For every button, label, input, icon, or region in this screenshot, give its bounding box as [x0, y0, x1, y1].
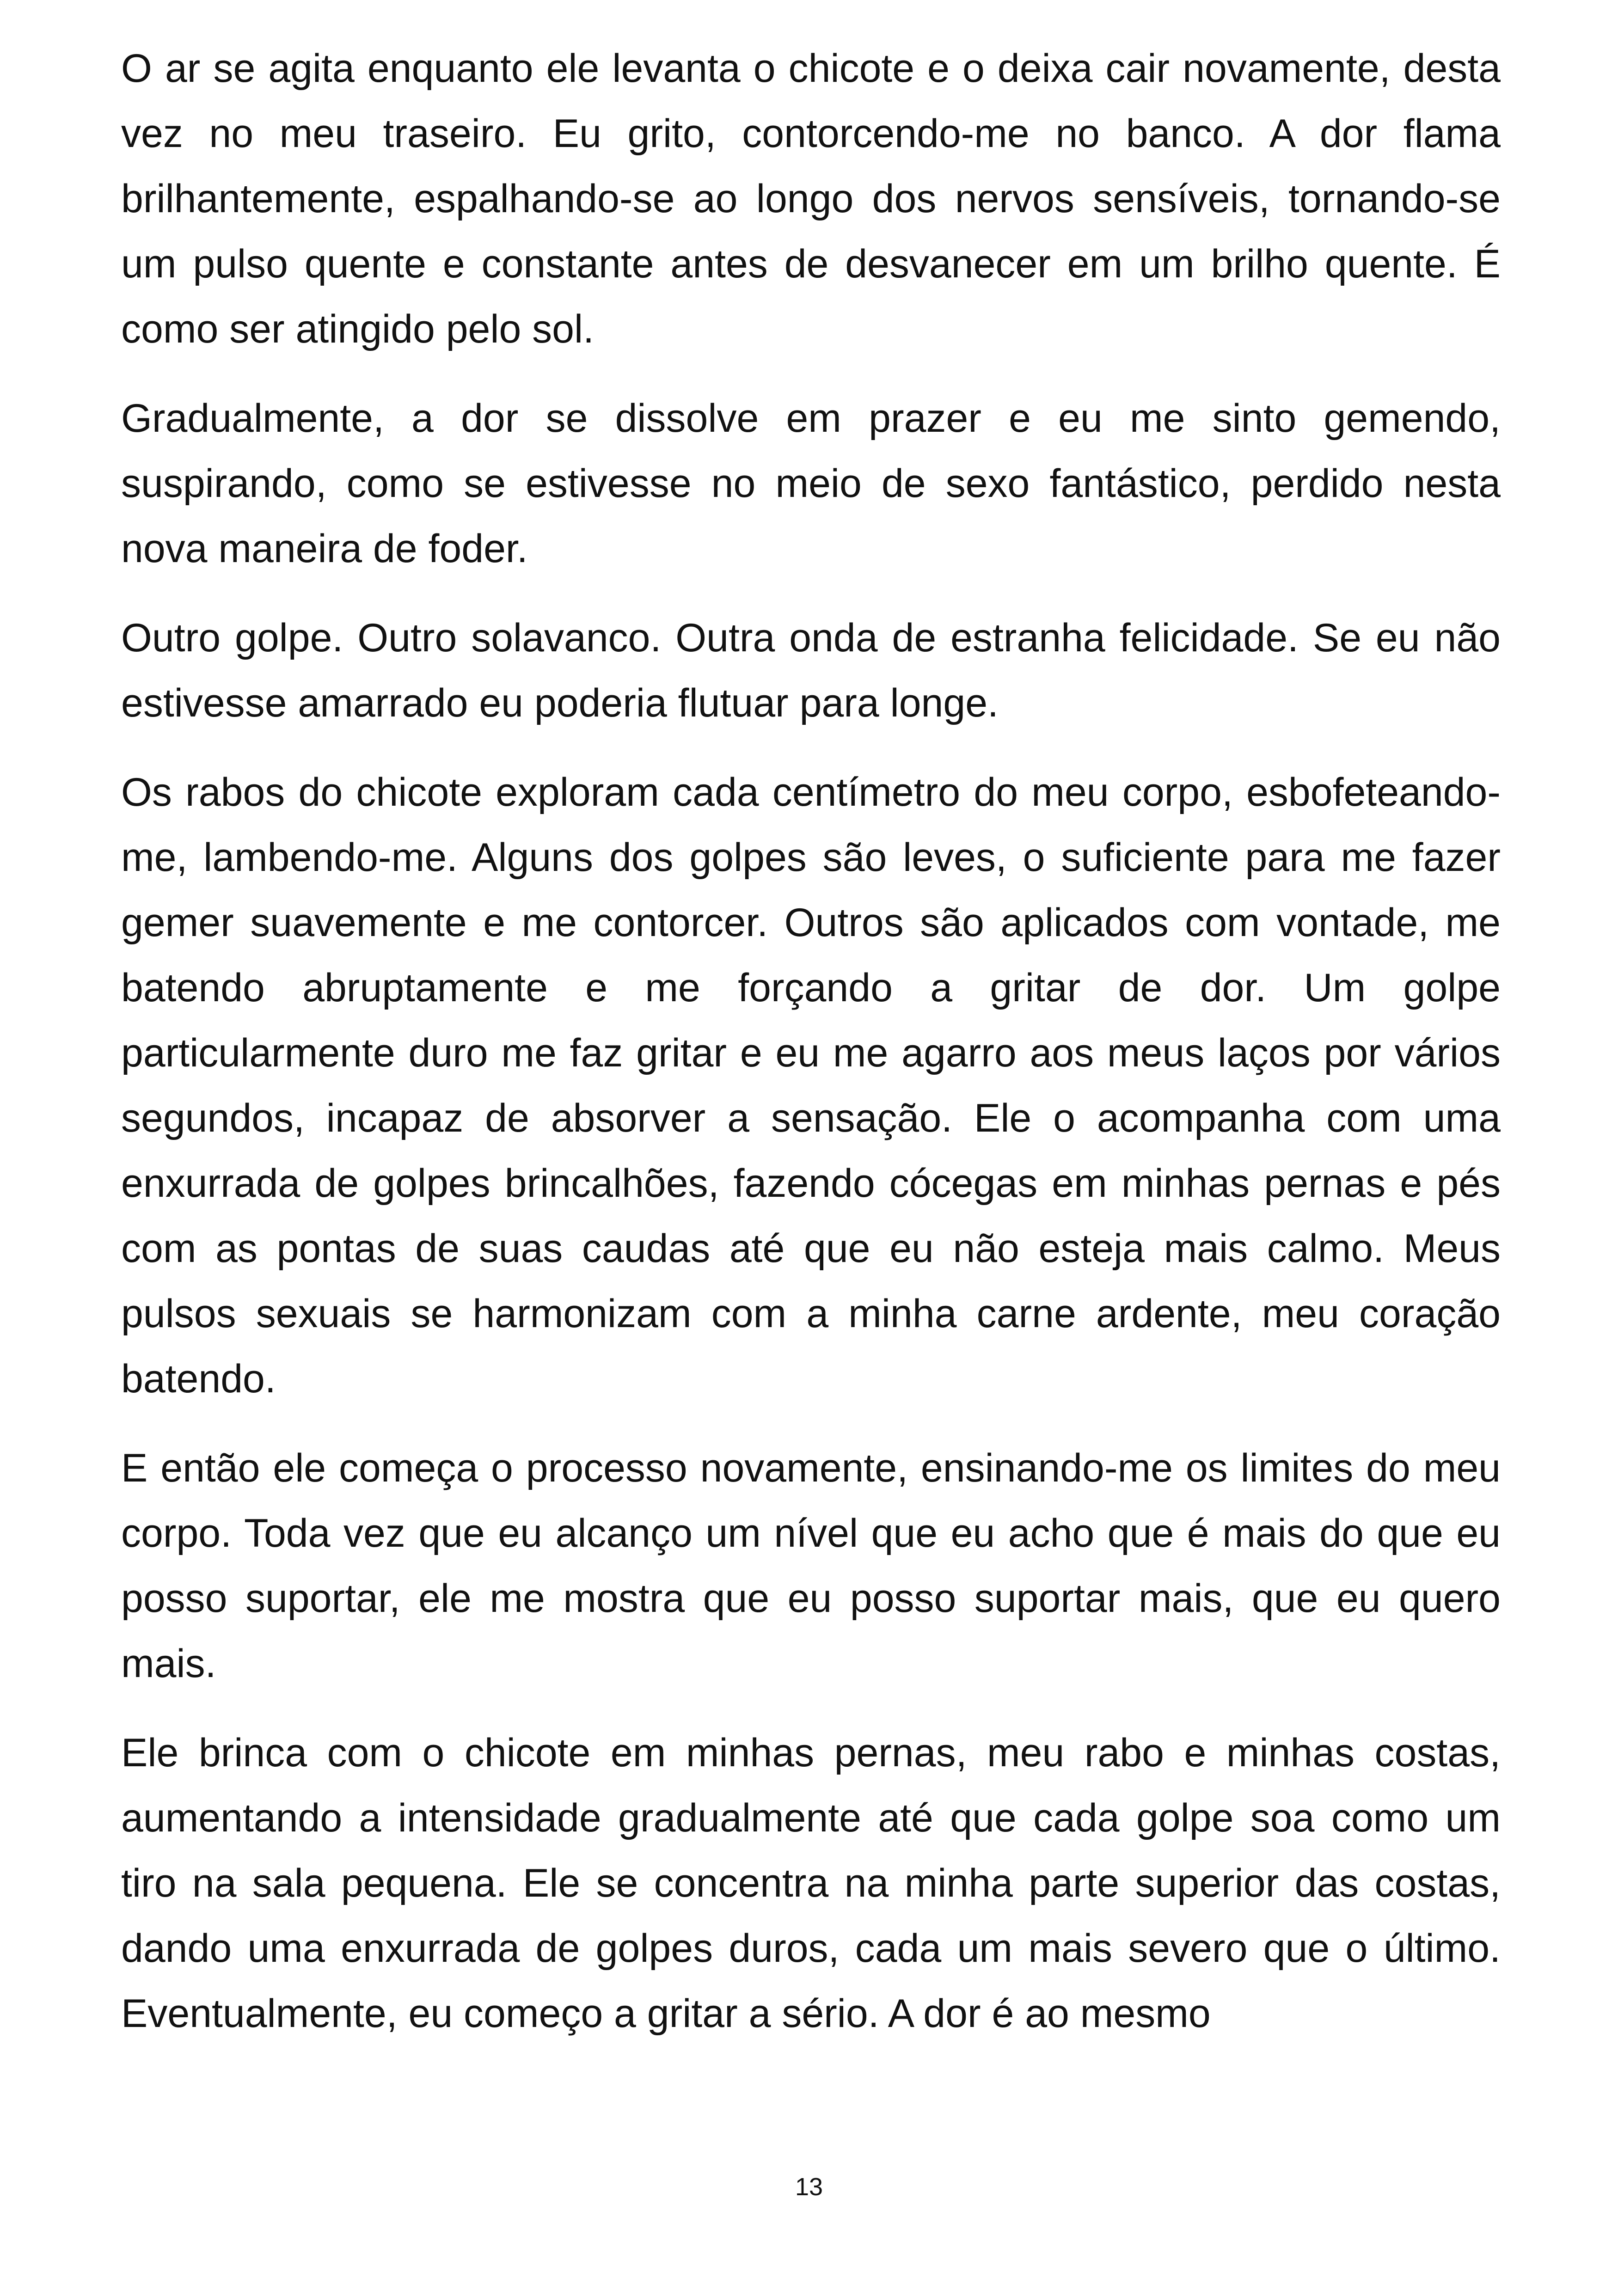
paragraph: Os rabos do chicote exploram cada centímetro do meu corpo, esbofeteando-me, lambendo-me. Alguns dos golpes são leves, o suficiente para me fazer gemer suavemente e me contorcer. Outros são aplicados com vontade, me batendo abruptamente e me forçando a gritar de dor. Um golpe particularmente duro me faz gritar e eu me agarro aos meus laços por vários segundos, incapaz de absorver a sensação. Ele o acompanha com uma enxurrada de golpes brincalhões, fazendo cócegas em minhas pernas e pés com as pontas de suas caudas até que eu não esteja mais calmo. Meus pulsos sexuais se harmonizam com a minha carne ardente, meu coração batendo.: [121, 770, 1501, 1401]
paragraph: Gradualmente, a dor se dissolve em prazer e eu me sinto gemendo, suspirando, como se estivesse no meio de sexo fantástico, perdido nesta nova maneira de foder.: [121, 396, 1501, 571]
body-text: [121, 36, 1501, 2070]
paragraph: Outro golpe. Outro solavanco. Outra onda de estranha felicidade. Se eu não estivesse amarrado eu poderia flutuar para longe.: [121, 616, 1501, 725]
paragraph: Ele brinca com o chicote em minhas pernas, meu rabo e minhas costas, aumentando a intensidade gradualmente até que cada golpe soa como um tiro na sala pequena. Ele se concentra na minha parte superior das costas, dando uma enxurrada de golpes duros, cada um mais severo que o último. Eventualmente, eu começo a gritar a sério. A dor é ao mesmo: [121, 1731, 1501, 2036]
paragraph: O ar se agita enquanto ele levanta o chicote e o deixa cair novamente, desta vez no meu traseiro. Eu grito, contorcendo-me no banco. A dor flama brilhantemente, espalhando-se ao longo dos nervos sensíveis, tornando-se um pulso quente e constante antes de desvanecer em um brilho quente. É como ser atingido pelo sol.: [121, 46, 1501, 351]
paragraph: E então ele começa o processo novamente, ensinando-me os limites do meu corpo. Toda vez que eu alcanço um nível que eu acho que é mais do que eu posso suportar, ele me mostra que eu posso suportar mais, que eu quero mais.: [121, 1446, 1501, 1686]
page-number: 13: [795, 2173, 823, 2201]
